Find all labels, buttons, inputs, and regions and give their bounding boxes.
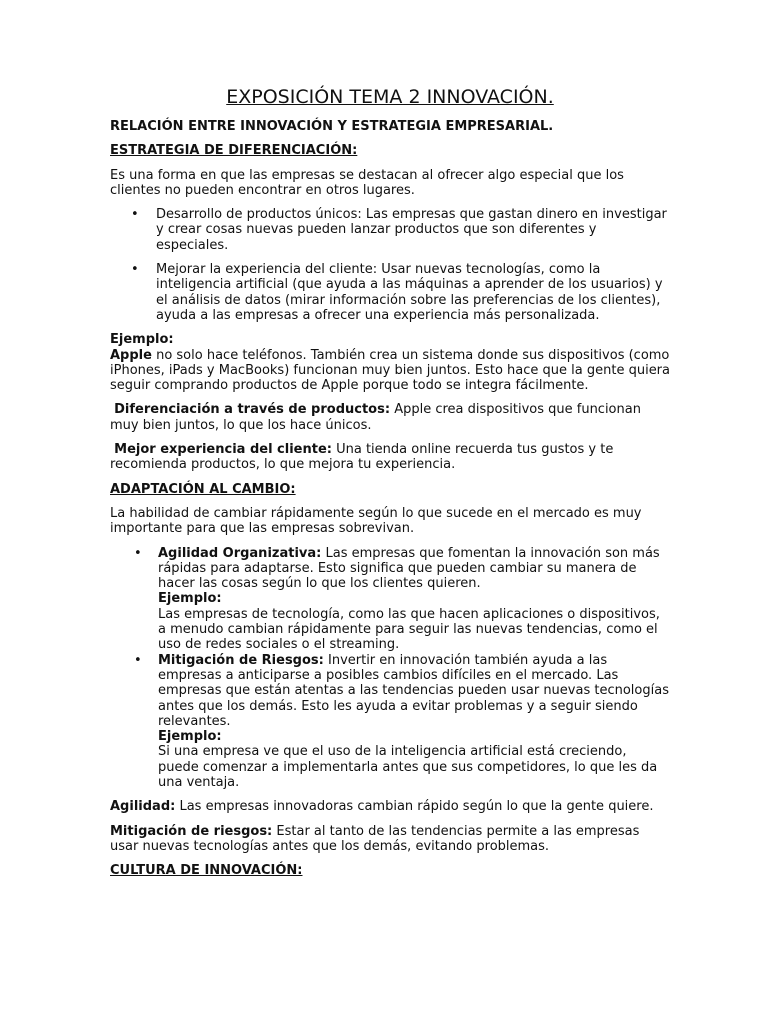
agility-example-label: Ejemplo: bbox=[158, 591, 222, 607]
subheading-differentiation: ESTRATEGIA DE DIFERENCIACIÓN: bbox=[110, 143, 358, 159]
bullet-risk-mitigation bbox=[110, 653, 670, 791]
agility-bullet-text: Las empresas que fomentan la innovación son más rápidas para adaptarse. Esto significa que pueden cambiar su manera de hacer las cosas según lo que los clientes quieren. bbox=[158, 545, 660, 592]
bullet-organizational-agility bbox=[110, 546, 670, 653]
better-experience-label: Mejor experiencia del cliente: bbox=[114, 442, 332, 458]
risk-summary-paragraph bbox=[110, 824, 670, 855]
better-experience-paragraph bbox=[110, 442, 670, 473]
apple-example-text: no solo hace teléfonos. También crea un sistema donde sus dispositivos (como iPhones, iPads y MacBooks) funcionan muy bien juntos. Esto hace que la gente quiera seguir comprando productos de Apple porque todo se integra fácilmente. bbox=[110, 347, 670, 394]
risk-bullet-text: Invertir en innovación también ayuda a las empresas a anticiparse a posibles cambios difíciles en el mercado. Las empresas que están atentas a las tendencias pueden usar nuevas tecnologías antes que los demás. Esto les ayuda a evitar problemas y a seguir siendo relevantes. bbox=[158, 652, 669, 729]
risk-bullet-label: Mitigación de Riesgos: bbox=[158, 652, 324, 668]
bullet-unique-products: • Desarrollo de productos únicos: Las empresas que gastan dinero en investigar y crear cosas nuevas pueden lanzar productos que son diferentes y especiales. bbox=[110, 207, 670, 253]
product-differentiation-paragraph bbox=[110, 402, 670, 433]
apple-label: Apple bbox=[110, 347, 152, 363]
agility-summary-paragraph bbox=[110, 799, 670, 814]
agility-bullet-label: Agilidad Organizativa: bbox=[158, 545, 322, 561]
product-differentiation-text: Apple crea dispositivos que funcionan muy bien juntos, lo que los hace únicos. bbox=[110, 402, 641, 433]
subheading-innovation-culture: CULTURA DE INNOVACIÓN: bbox=[110, 863, 303, 879]
agility-summary-label: Agilidad: bbox=[110, 799, 176, 815]
example-label: Ejemplo: bbox=[110, 332, 174, 348]
agility-example-text: Las empresas de tecnología, como las que hacen aplicaciones o dispositivos, a menudo cambian rápidamente para seguir las nuevas tendencias, como el uso de redes sociales o el streaming. bbox=[158, 606, 660, 653]
differentiation-bullet-list bbox=[110, 207, 670, 323]
better-experience-text: Una tienda online recuerda tus gustos y te recomienda productos, lo que mejora tu experiencia. bbox=[110, 442, 614, 473]
risk-summary-label: Mitigación de riesgos: bbox=[110, 823, 273, 839]
document-title: EXPOSICIÓN TEMA 2 INNOVACIÓN. bbox=[226, 86, 554, 108]
adaptation-intro: La habilidad de cambiar rápidamente según lo que sucede en el mercado es muy importante para que las empresas sobrevivan. bbox=[110, 505, 642, 537]
adaptation-bullet-list bbox=[110, 546, 670, 791]
subheading-adaptation: ADAPTACIÓN AL CAMBIO: bbox=[110, 481, 296, 497]
risk-example-label: Ejemplo: bbox=[158, 729, 222, 745]
bullet-customer-experience: • Mejorar la experiencia del cliente: Usar nuevas tecnologías, como la inteligencia artificial (que ayuda a las máquinas a aprender de los usuarios) y el análisis de datos (mirar información sobre las preferencias de los clientes), ayuda a las empresas a ofrecer una experiencia más personalizada. bbox=[110, 262, 670, 323]
product-differentiation-label: Diferenciación a través de productos: bbox=[114, 402, 391, 418]
document-page bbox=[110, 86, 670, 887]
differentiation-intro: Es una forma en que las empresas se destacan al ofrecer algo especial que los clientes no pueden encontrar en otros lugares. bbox=[110, 167, 624, 198]
section-heading-relation: RELACIÓN ENTRE INNOVACIÓN Y ESTRATEGIA EMPRESARIAL. bbox=[110, 119, 554, 134]
apple-example-paragraph bbox=[110, 332, 670, 393]
risk-summary-text: Estar al tanto de las tendencias permite a las empresas usar nuevas tecnologías antes que los demás, evitando problemas. bbox=[110, 823, 640, 854]
risk-example-text: Si una empresa ve que el uso de la inteligencia artificial está creciendo, puede comenzar a implementarla antes que sus competidores, lo que les da una ventaja. bbox=[158, 744, 658, 790]
agility-summary-text: Las empresas innovadoras cambian rápido según lo que la gente quiere. bbox=[175, 799, 654, 815]
